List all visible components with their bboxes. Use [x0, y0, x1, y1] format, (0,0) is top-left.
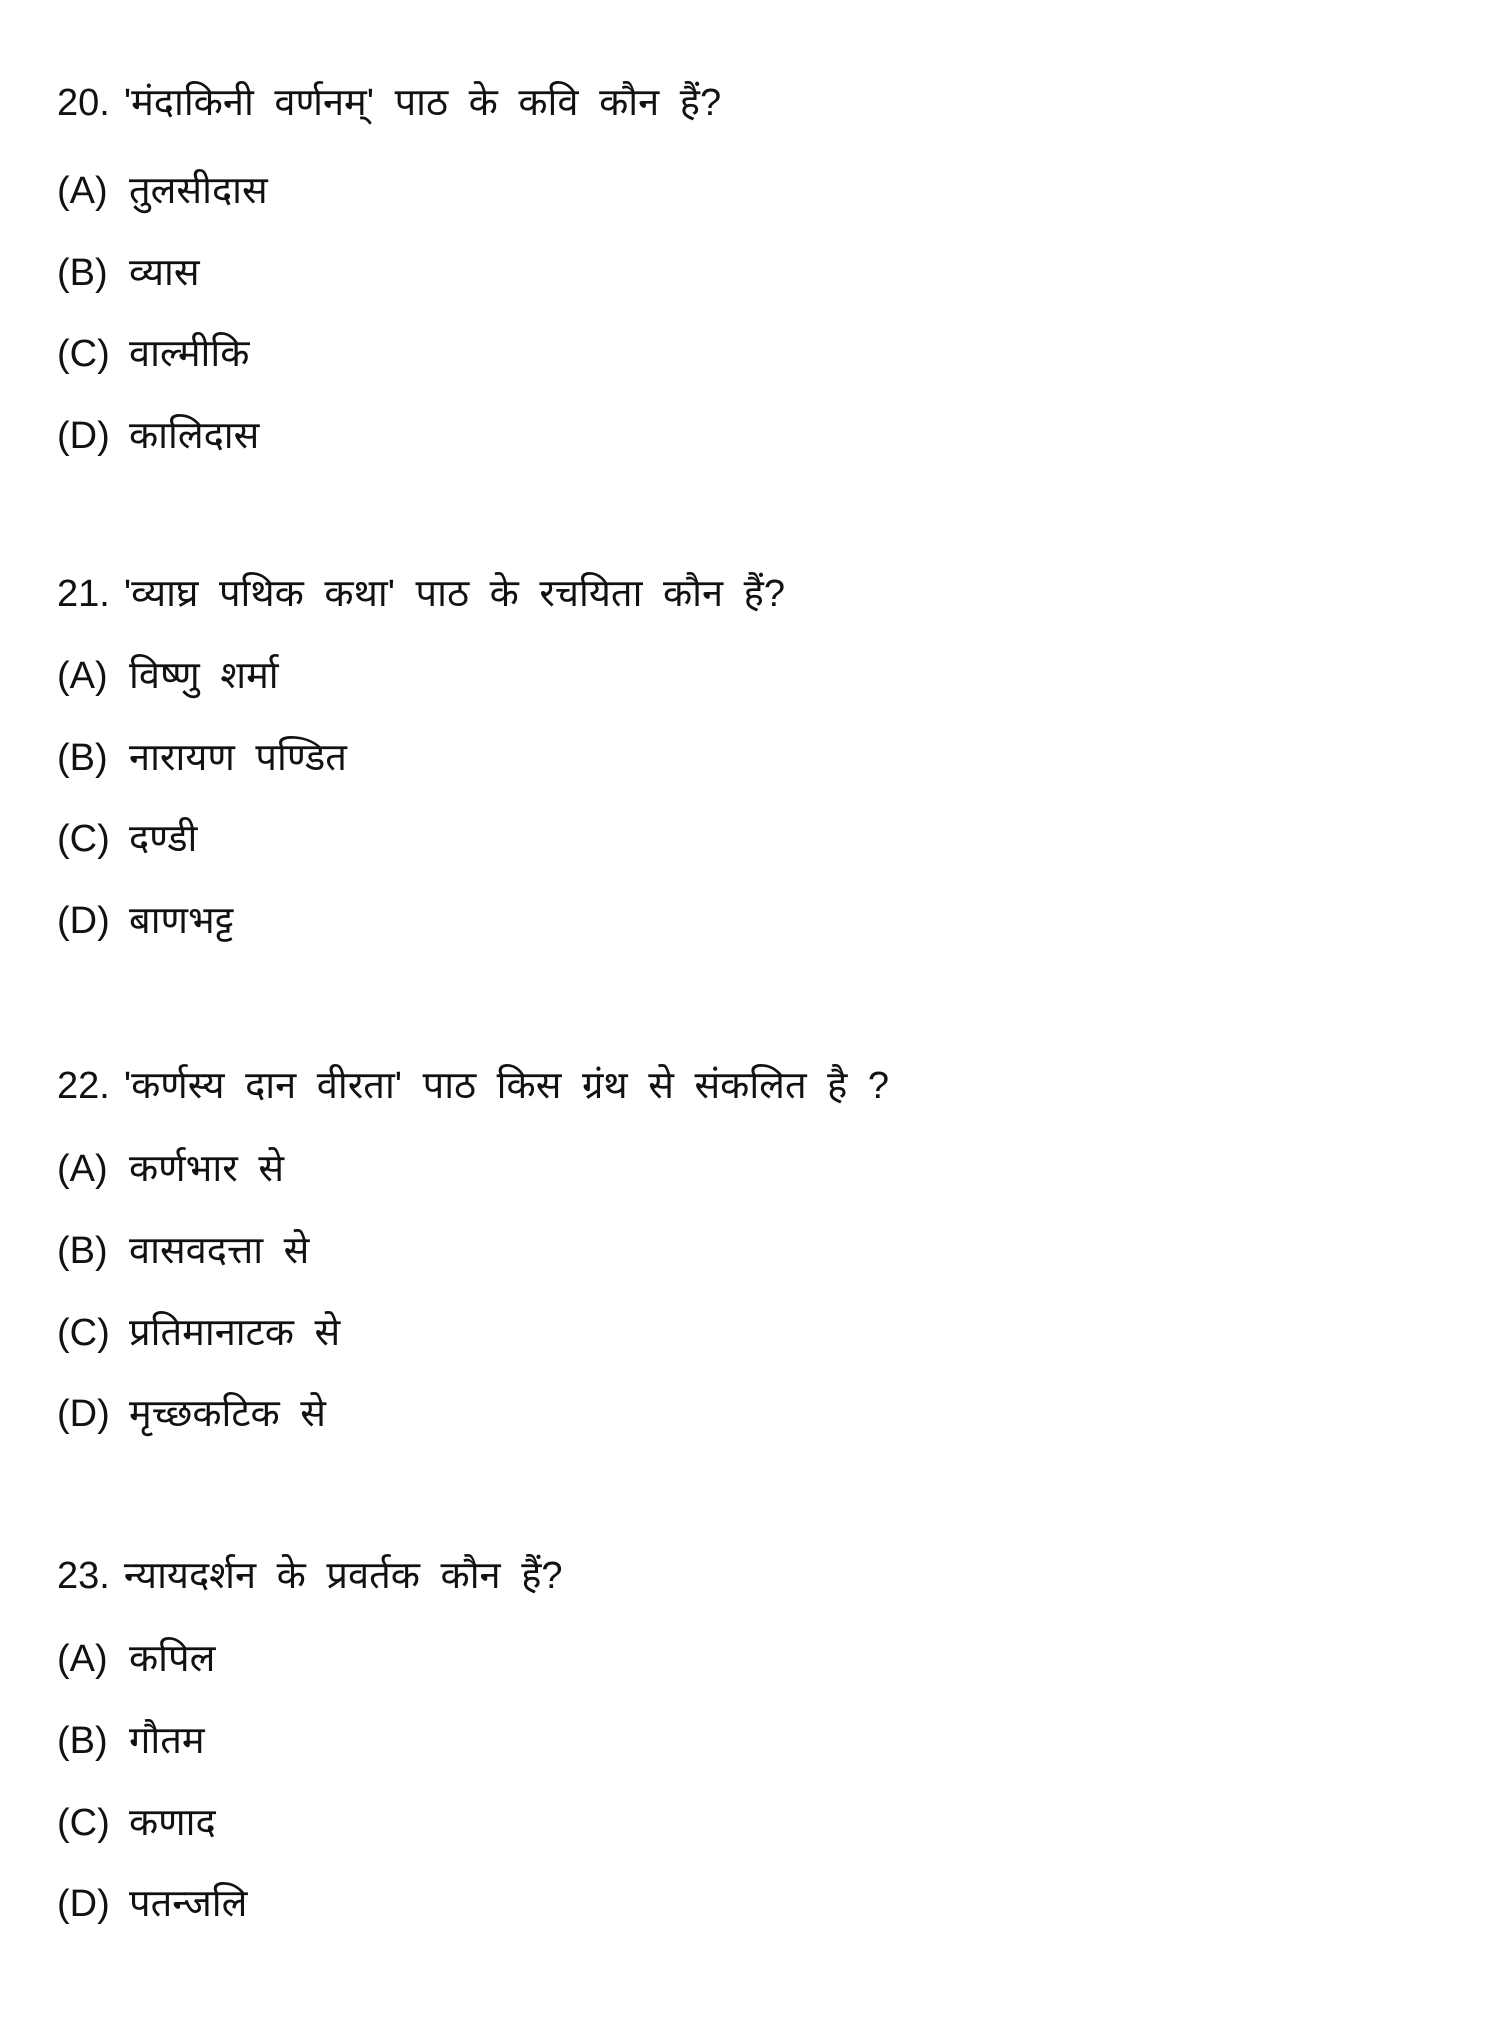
- question-text-line: [57, 1067, 889, 1115]
- question-text-line: [57, 575, 785, 623]
- option-label: (A): [57, 655, 108, 697]
- option-b: [57, 739, 347, 787]
- option-label: (A): [57, 170, 108, 212]
- option-label: (C): [57, 1312, 110, 1354]
- option-c: [57, 335, 249, 383]
- option-text: पतन्जलि: [129, 1883, 248, 1925]
- option-text: कणाद: [129, 1802, 216, 1844]
- option-text: गौतम: [129, 1720, 205, 1762]
- question-text: 'मंदाकिनी वर्णनम्' पाठ के कवि कौन हैं?: [123, 82, 722, 124]
- option-text: कपिल: [129, 1638, 216, 1680]
- question-number: 21.: [57, 573, 110, 615]
- option-d: [57, 1885, 247, 1933]
- option-label: (D): [57, 1883, 110, 1925]
- option-label: (B): [57, 252, 108, 294]
- option-label: (D): [57, 900, 110, 942]
- option-a: [57, 172, 268, 220]
- option-b: [57, 1722, 205, 1770]
- option-text: बाणभट्ट: [129, 900, 234, 942]
- option-d: [57, 417, 259, 465]
- question-text: 'कर्णस्य दान वीरता' पाठ किस ग्रंथ से संकलित है ?: [123, 1065, 890, 1107]
- option-d: [57, 1395, 326, 1443]
- option-text: व्यास: [129, 252, 200, 294]
- option-b: [57, 1232, 309, 1280]
- option-label: (D): [57, 1393, 110, 1435]
- option-text: दण्डी: [129, 818, 198, 860]
- option-text: कर्णभार से: [129, 1148, 285, 1190]
- option-a: [57, 657, 279, 705]
- option-b: [57, 254, 200, 302]
- option-text: वासवदत्ता से: [129, 1230, 310, 1272]
- question-number: 23.: [57, 1555, 110, 1597]
- option-label: (B): [57, 737, 108, 779]
- option-a: [57, 1150, 284, 1198]
- question-number: 22.: [57, 1065, 110, 1107]
- option-label: (C): [57, 333, 110, 375]
- option-text: कालिदास: [129, 415, 260, 457]
- option-label: (D): [57, 415, 110, 457]
- question-text: न्यायदर्शन के प्रवर्तक कौन हैं?: [123, 1555, 563, 1597]
- question-text-line: [57, 84, 721, 132]
- option-text: विष्णु शर्मा: [129, 655, 279, 697]
- option-label: (B): [57, 1720, 108, 1762]
- question-text-line: [57, 1557, 563, 1605]
- option-label: (B): [57, 1230, 108, 1272]
- option-label: (A): [57, 1638, 108, 1680]
- option-label: (C): [57, 818, 110, 860]
- option-text: प्रतिमानाटक से: [129, 1312, 341, 1354]
- option-c: [57, 820, 197, 868]
- question-number: 20.: [57, 82, 110, 124]
- question-text: 'व्याघ्र पथिक कथा' पाठ के रचयिता कौन हैं?: [123, 573, 785, 615]
- option-text: मृच्छकटिक से: [129, 1393, 326, 1435]
- option-a: [57, 1640, 215, 1688]
- option-label: (A): [57, 1148, 108, 1190]
- option-text: वाल्मीकि: [129, 333, 250, 375]
- option-text: नारायण पण्डित: [129, 737, 347, 779]
- option-d: [57, 902, 233, 950]
- option-text: तुलसीदास: [129, 170, 268, 212]
- option-c: [57, 1804, 216, 1852]
- option-label: (C): [57, 1802, 110, 1844]
- option-c: [57, 1314, 340, 1362]
